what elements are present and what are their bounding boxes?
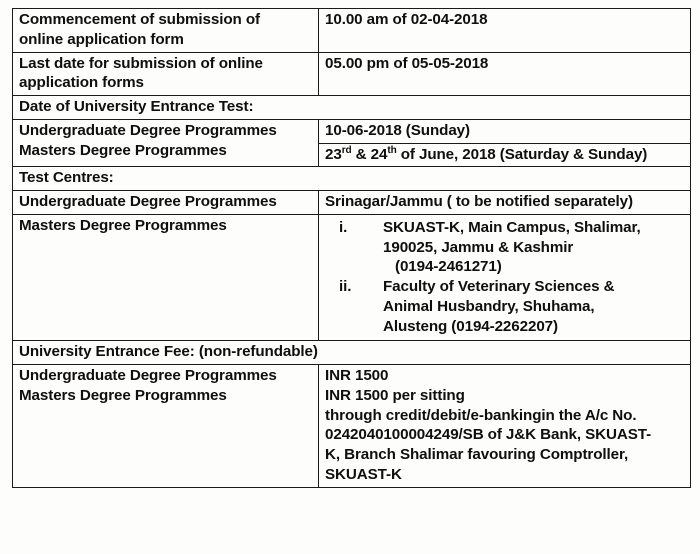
table-row — [13, 96, 691, 120]
list-item-marker: ii. — [339, 278, 352, 295]
test-centre-ug-label: Undergraduate Degree Programmes — [19, 193, 277, 210]
test-centres-heading: Test Centres: — [19, 169, 114, 187]
commencement-label-line2: online application form — [19, 30, 184, 48]
test-centre-ug-label-cell — [13, 191, 319, 215]
commencement-label-cell — [13, 9, 319, 53]
masters-date-prefix: 23 — [325, 145, 342, 163]
table-row — [13, 167, 691, 191]
fee-label-undergraduate: Undergraduate Degree Programmes — [19, 367, 277, 384]
test-date-undergraduate-value: 10-06-2018 (Sunday) — [325, 121, 470, 139]
commencement-label-line1: Commencement of submission of — [19, 11, 260, 28]
date-of-test-heading: Date of University Entrance Test: — [19, 98, 254, 115]
last-date-label-cell — [13, 52, 319, 96]
last-date-label-line2: application forms — [19, 74, 144, 92]
test-date-masters-value-cell — [319, 143, 691, 167]
fee-value-line5: K, Branch Shalimar favouring Comptroller, — [325, 446, 629, 463]
list-item-text — [383, 218, 685, 277]
test-centre-ug-value: Srinagar/Jammu ( to be notified separately) — [325, 193, 633, 210]
list-item-line2: Animal Husbandry, Shuhama, — [383, 297, 595, 315]
list-item-line3: (0194-2461271) — [395, 258, 502, 276]
list-item-marker: i. — [339, 218, 348, 236]
table-row — [13, 52, 691, 96]
list-item-text — [383, 277, 685, 336]
test-centre-list — [325, 216, 685, 339]
test-dates-label-cell — [13, 119, 319, 167]
fee-value-line6: SKUAST-K — [325, 465, 402, 483]
last-date-value: 05.00 pm of 05-05-2018 — [325, 54, 489, 72]
commencement-value: 10.00 am of 02-04-2018 — [325, 11, 488, 28]
date-of-test-heading-cell — [13, 96, 691, 120]
fee-value-line1: INR 1500 — [325, 367, 389, 384]
masters-date-ordinal-second: th — [387, 144, 397, 156]
test-dates-label-undergraduate: Undergraduate Degree Programmes — [19, 121, 277, 139]
test-centre-masters-label-cell — [13, 214, 319, 341]
list-item-line1: SKUAST-K, Main Campus, Shalimar, — [383, 218, 641, 236]
fee-value-cell — [319, 365, 691, 488]
fee-value-line2: INR 1500 per sitting — [325, 386, 465, 404]
table-row — [13, 191, 691, 215]
masters-date-suffix: of June, 2018 (Saturday & Sunday) — [396, 145, 648, 163]
test-centre-masters-label: Masters Degree Programmes — [19, 216, 227, 234]
test-centre-masters-value-cell — [319, 214, 691, 341]
fee-value-line4: 0242040100004249/SB of J&K Bank, SKUAST- — [325, 426, 652, 444]
masters-date-mid: & 24 — [351, 145, 388, 163]
list-item-line3: Alusteng (0194-2262207) — [383, 317, 558, 335]
fee-label-masters: Masters Degree Programmes — [19, 386, 227, 404]
test-date-masters-value — [325, 145, 685, 165]
commencement-value-cell — [319, 9, 691, 53]
test-centre-ug-value-cell — [319, 191, 691, 215]
table-row — [13, 365, 691, 488]
list-item-line1: Faculty of Veterinary Sciences & — [383, 278, 615, 295]
list-item — [325, 277, 685, 336]
test-dates-label-masters: Masters Degree Programmes — [19, 141, 227, 159]
fee-value-line3: through credit/debit/e-bankingin the A/c No. — [325, 406, 637, 424]
test-date-undergraduate-value-cell — [319, 119, 691, 143]
masters-date-ordinal-first: rd — [341, 144, 352, 156]
test-centres-heading-cell — [13, 167, 691, 191]
entrance-fee-heading-cell — [13, 341, 691, 365]
schedule-table — [12, 8, 691, 488]
list-item-line2: 190025, Jammu & Kashmir — [383, 238, 574, 256]
table-row — [13, 341, 691, 365]
fee-label-cell — [13, 365, 319, 488]
last-date-value-cell — [319, 52, 691, 96]
entrance-fee-heading: University Entrance Fee: (non-refundable) — [19, 343, 318, 361]
schedule-table-container — [12, 8, 690, 488]
last-date-label-line1: Last date for submission of online — [19, 54, 263, 72]
list-item — [325, 218, 685, 277]
table-row — [13, 119, 691, 143]
table-row — [13, 9, 691, 53]
table-row — [13, 214, 691, 341]
